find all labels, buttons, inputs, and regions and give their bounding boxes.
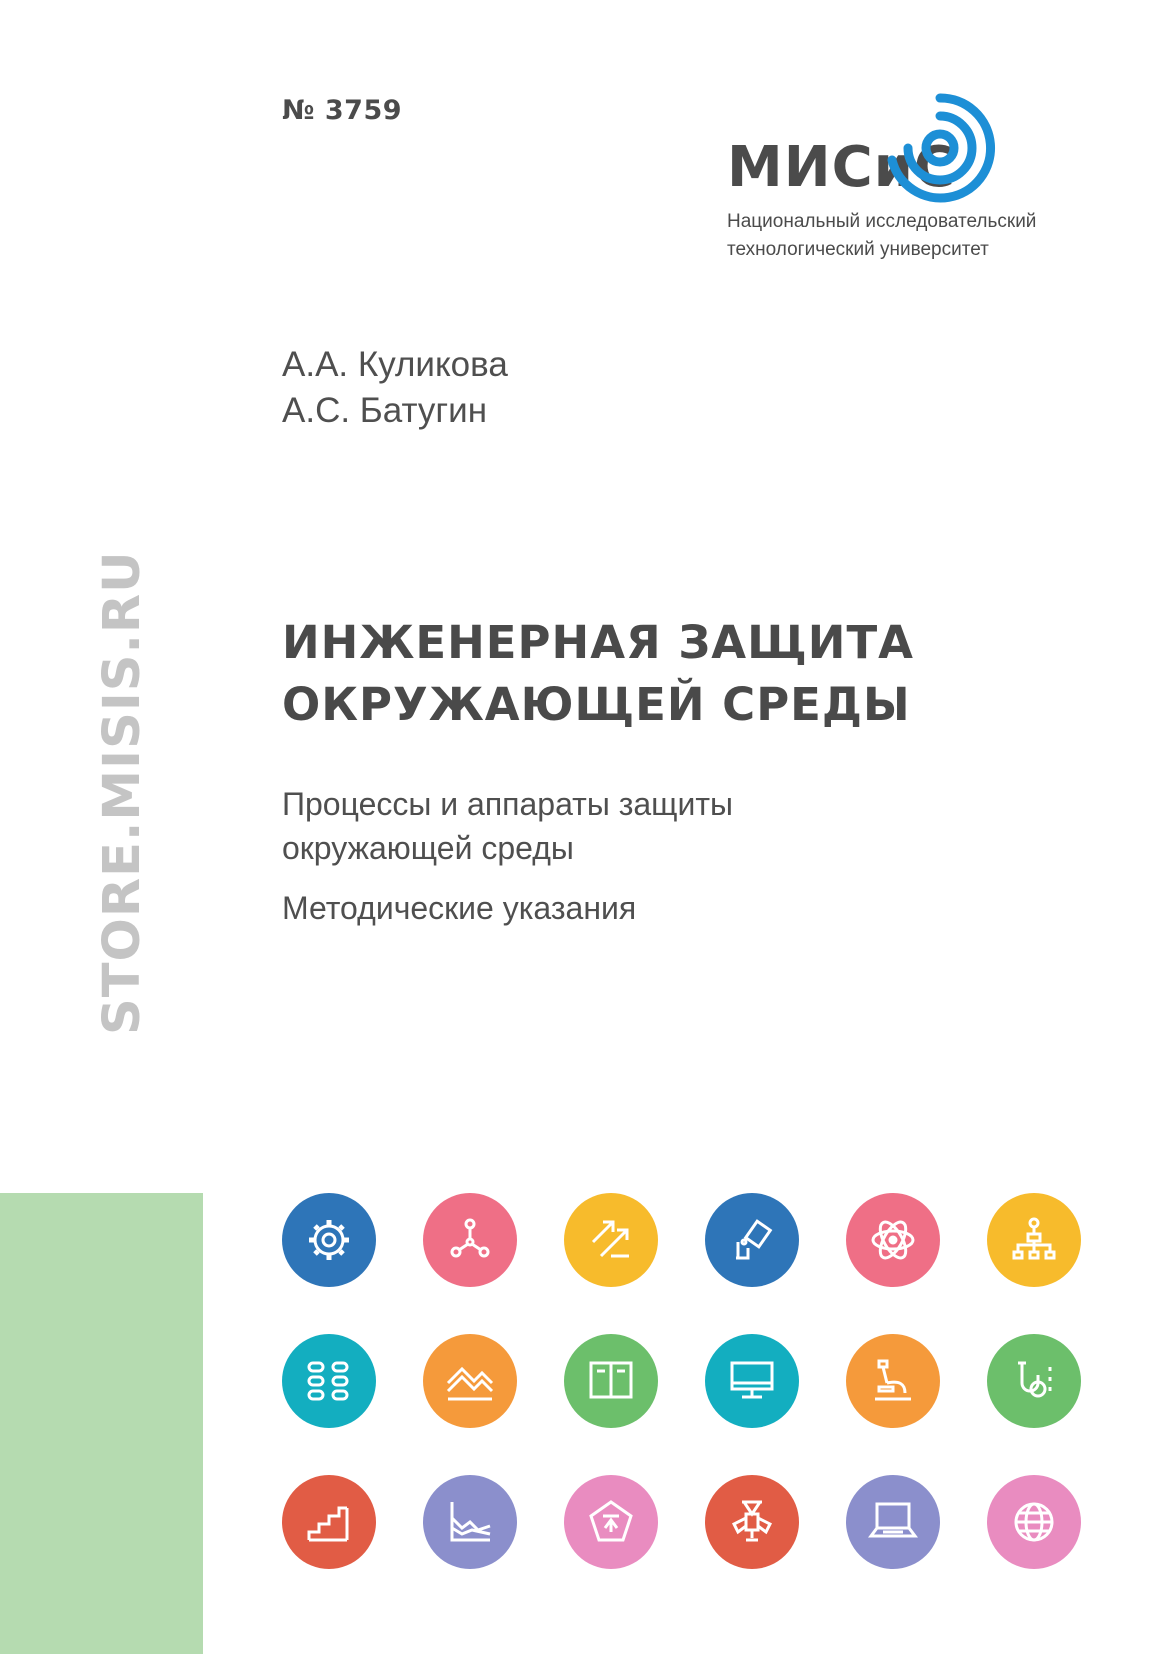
satellite-icon [705,1475,799,1569]
logo-subtitle-line1: Национальный исследовательский [727,211,1037,232]
subtitle-line-2: окружающей среды [282,830,574,866]
globe-icon [987,1475,1081,1569]
side-url: STORE.MISIS.RU [93,550,152,1035]
logo-arcs-icon [880,88,1000,208]
grid-dots-icon [282,1334,376,1428]
book-title [282,612,914,736]
gear-icon [282,1193,376,1287]
logo-subtitle-line2: технологический университет [727,239,989,260]
logo-wordmark: МИСиС [727,135,957,200]
authors [282,342,508,434]
document-number: № 3759 [282,95,403,126]
pentagon-icon [564,1475,658,1569]
line-chart-icon [423,1475,517,1569]
book-subtitle [282,782,733,870]
flask-icon [987,1334,1081,1428]
arrows-icon [564,1193,658,1287]
atom-icon [846,1193,940,1287]
logo-subtitle [727,208,1036,264]
author-2: А.С. Батугин [282,391,488,430]
title-line-2: ОКРУЖАЮЩЕЙ СРЕДЫ [282,678,911,731]
monitor-icon [705,1334,799,1428]
book-icon [564,1334,658,1428]
stairs-icon [282,1475,376,1569]
document-type: Методические указания [282,890,637,926]
green-band [0,1193,203,1654]
mountains-icon [423,1334,517,1428]
crucible-icon [705,1193,799,1287]
author-1: А.А. Куликова [282,345,508,384]
subtitle-line-1: Процессы и аппараты защиты [282,786,734,822]
laptop-icon [846,1475,940,1569]
hierarchy-icon [987,1193,1081,1287]
molecule-icon [423,1193,517,1287]
title-line-1: ИНЖЕНЕРНАЯ ЗАЩИТА [282,616,914,669]
microscope-icon [846,1334,940,1428]
